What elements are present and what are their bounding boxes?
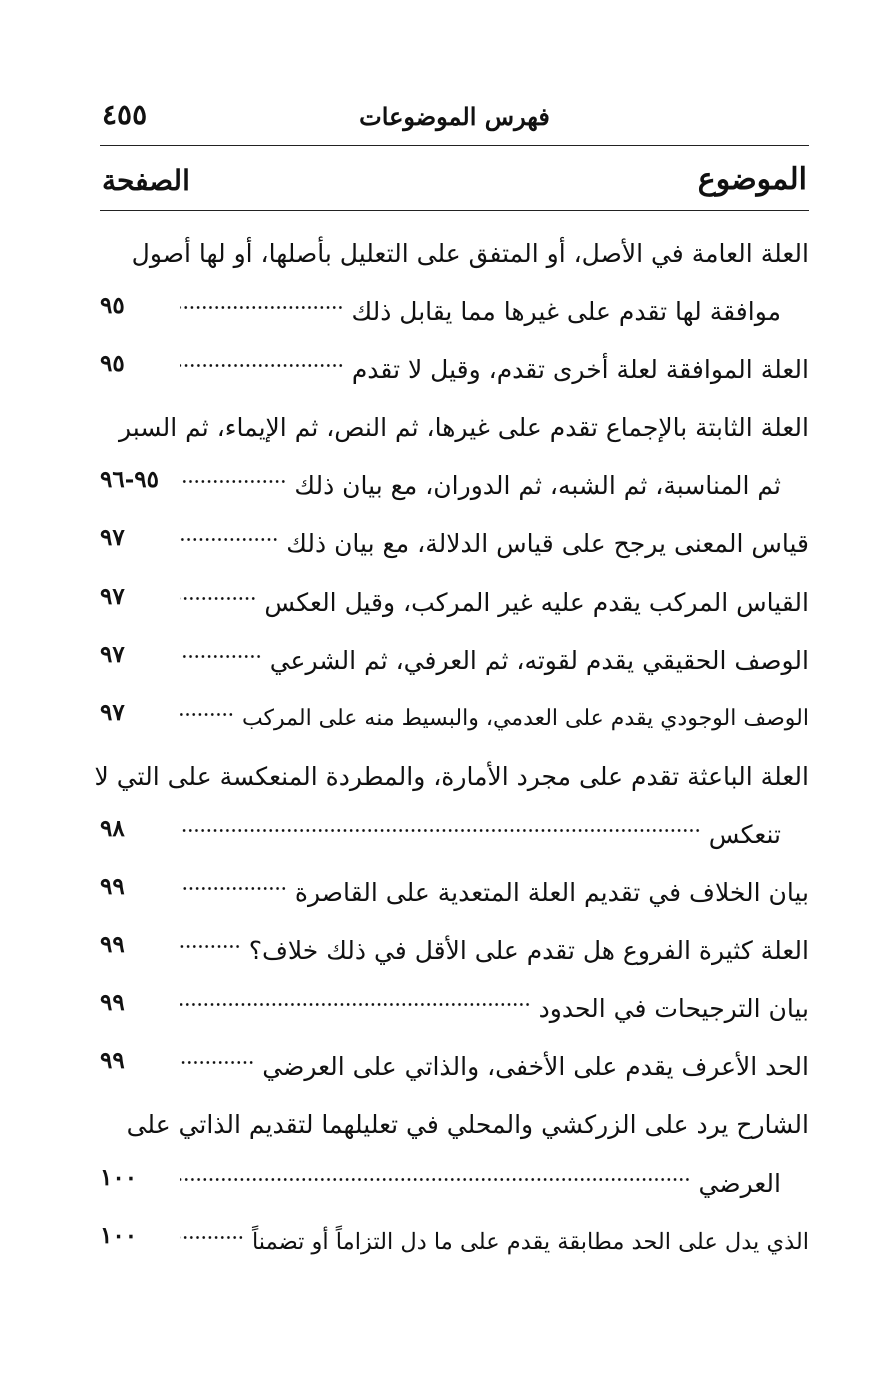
dot-leader (180, 364, 344, 367)
index-entry (94, 749, 809, 807)
entry-text: العلة كثيرة الفروع هل تقدم على الأقل في ذلك خلاف؟ (248, 936, 809, 966)
entry-text: الحد الأعرف يقدم على الأخفى، والذاتي على العرضي (262, 1052, 809, 1082)
index-entry (100, 923, 809, 981)
entry-page-number: ١٠٠ (100, 1163, 138, 1191)
entry-page-number: ٩٥ (100, 350, 125, 378)
entry-text: بيان الخلاف في تقديم العلة المتعدية على القاصرة (294, 878, 809, 908)
header-title: فهرس الموضوعات (359, 102, 550, 131)
index-entry (100, 226, 809, 284)
dot-leader (180, 829, 701, 832)
entry-text: الذي يدل على الحد مطابقة يقدم على ما دل التزاماً أو تضمناً (251, 1228, 809, 1255)
entry-page-number: ٩٩ (100, 931, 125, 959)
index-entry (100, 1156, 809, 1214)
dot-leader (180, 306, 344, 309)
index-entry (100, 575, 809, 633)
entry-page-number: ٩٥-٩٦ (100, 466, 159, 494)
dot-leader (180, 480, 286, 483)
entry-page-number: ٩٨ (100, 814, 125, 842)
entry-text: الوصف الوجودي يقدم على العدمي، والبسيط منه على المركب (241, 705, 809, 731)
header-rule (100, 145, 809, 146)
entry-text: العرضي (698, 1168, 781, 1198)
dot-leader (180, 538, 278, 541)
column-headers (100, 160, 809, 208)
dot-leader (180, 1178, 691, 1181)
header-page-number: ٤٥٥ (102, 98, 148, 131)
index-entry (100, 865, 809, 923)
subject-column-header: الموضوع (697, 162, 807, 197)
entry-page-number: ٩٧ (100, 640, 125, 668)
index-entry (100, 516, 809, 574)
index-entry (100, 981, 809, 1039)
entry-text: العلة الباعثة تقدم على مجرد الأمارة، والمطردة المنعكسة على التي لا (94, 761, 809, 791)
entry-page-number: ٩٩ (100, 1047, 125, 1075)
running-header (100, 96, 809, 140)
index-entry (100, 633, 809, 691)
index-entry (100, 1097, 809, 1155)
entry-text: بيان الترجيحات في الحدود (538, 994, 809, 1024)
entry-text: تنعكس (708, 819, 781, 849)
entry-text: ثم المناسبة، ثم الشبه، ثم الدوران، مع بيان ذلك (294, 471, 781, 501)
dot-leader (180, 655, 262, 658)
entry-page-number: ٩٥ (100, 292, 125, 320)
entry-page-number: ٩٩ (100, 989, 125, 1017)
index-entry (100, 1039, 809, 1097)
dot-leader (180, 945, 241, 948)
dot-leader (180, 1236, 244, 1239)
entry-text: الشارح يرد على الزركشي والمحلي في تعليلهما لتقديم الذاتي على (126, 1110, 809, 1140)
dot-leader (180, 887, 287, 890)
index-entry (100, 1214, 809, 1272)
entry-page-number: ٩٧ (100, 582, 125, 610)
dot-leader (180, 1061, 254, 1064)
dot-leader (180, 713, 234, 716)
entry-text: القياس المركب يقدم عليه غير المركب، وقيل العكس (264, 587, 809, 617)
column-header-rule (100, 210, 809, 211)
entry-page-number: ٩٧ (100, 524, 125, 552)
entry-page-number: ١٠٠ (100, 1221, 138, 1249)
entry-text: الوصف الحقيقي يقدم لقوته، ثم العرفي، ثم الشرعي (269, 645, 809, 675)
index-entry (100, 691, 809, 749)
page-column-header: الصفحة (102, 164, 190, 197)
index-entry (100, 400, 809, 458)
dot-leader (180, 1003, 531, 1006)
entry-text: العلة الموافقة لعلة أخرى تقدم، وقيل لا تقدم (351, 355, 809, 385)
entry-text: قياس المعنى يرجح على قياس الدلالة، مع بيان ذلك (286, 529, 809, 559)
entry-text: العلة العامة في الأصل، أو المتفق على التعليل بأصلها، أو لها أصول (131, 239, 809, 268)
entry-text: العلة الثابتة بالإجماع تقدم على غيرها، ثم النص، ثم الإيماء، ثم السبر (119, 413, 809, 443)
entry-text: موافقة لها تقدم على غيرها مما يقابل ذلك (351, 297, 781, 327)
dot-leader (180, 597, 256, 600)
index-entry (100, 342, 809, 400)
entry-page-number: ٩٩ (100, 873, 125, 901)
index-entry (100, 807, 809, 865)
index-entry (100, 284, 809, 342)
index-entries (94, 226, 809, 1384)
index-entry (100, 458, 809, 516)
entry-page-number: ٩٧ (100, 698, 125, 726)
